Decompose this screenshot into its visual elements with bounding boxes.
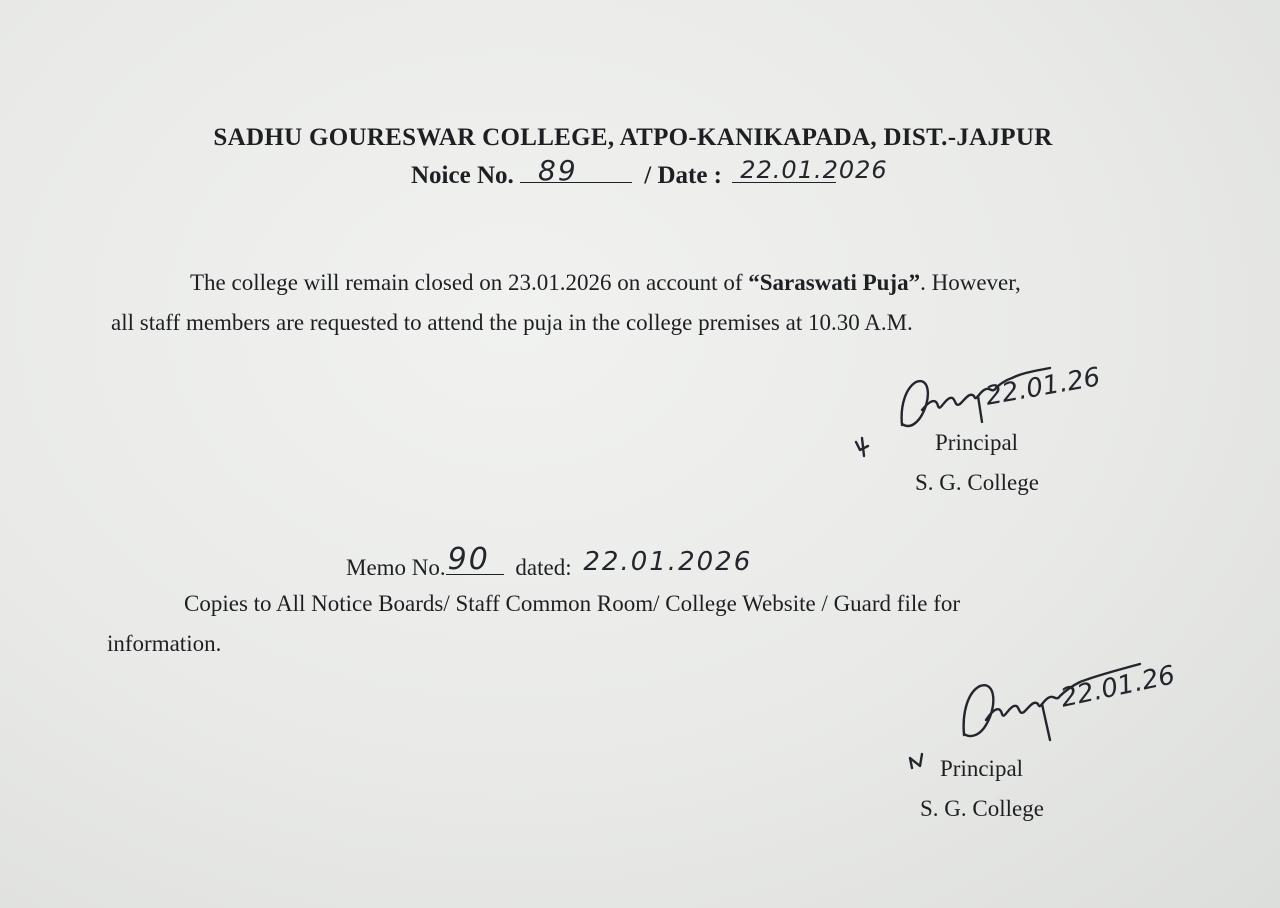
notice-body-line1 [190, 270, 1021, 296]
notice-number-label: Noice No. [411, 162, 514, 189]
memo-date-blank [581, 547, 753, 577]
memo-copies-line1: Copies to All Notice Boards/ Staff Common Room/ College Website / Guard file for [184, 591, 961, 616]
signature-2-date: 22.01.26 [1058, 660, 1178, 714]
notice-number-blank [520, 154, 632, 187]
memo-line [346, 542, 753, 581]
body-line1-suffix: . However, [920, 270, 1021, 295]
memo-number-handwritten: 90 [447, 542, 490, 577]
notice-body-line2: all staff members are requested to attend the puja in the college premises at 10.30 A.M. [111, 310, 913, 335]
body-line1-bold: “Saraswati Puja” [748, 270, 921, 295]
signature-1-title: Principal [935, 430, 1019, 455]
signature-2-title: Principal [940, 756, 1024, 781]
memo-label: Memo No. [346, 555, 446, 580]
date-blank [732, 156, 888, 184]
signature-1-org: S. G. College [915, 470, 1039, 495]
memo-copies-line2: information. [107, 631, 222, 656]
notice-number-handwritten: 89 [538, 154, 578, 187]
memo-date-handwritten: 22.01.2026 [583, 547, 753, 577]
college-header-title: SADHU GOURESWAR COLLEGE, ATPO-KANIKAPADA, DIST.-JAJPUR [213, 124, 1053, 151]
signature-2-org: S. G. College [920, 796, 1044, 821]
memo-dated-label: dated: [515, 555, 572, 580]
body-line1-prefix: The college will remain closed on 23.01.2026 on account of [190, 270, 749, 295]
memo-number-blank [446, 542, 504, 577]
notice-number-line [411, 154, 888, 190]
date-handwritten: 22.01.2026 [740, 156, 888, 184]
signature-1-date: 22.01.26 [983, 362, 1103, 412]
date-label: / Date : [644, 162, 722, 189]
